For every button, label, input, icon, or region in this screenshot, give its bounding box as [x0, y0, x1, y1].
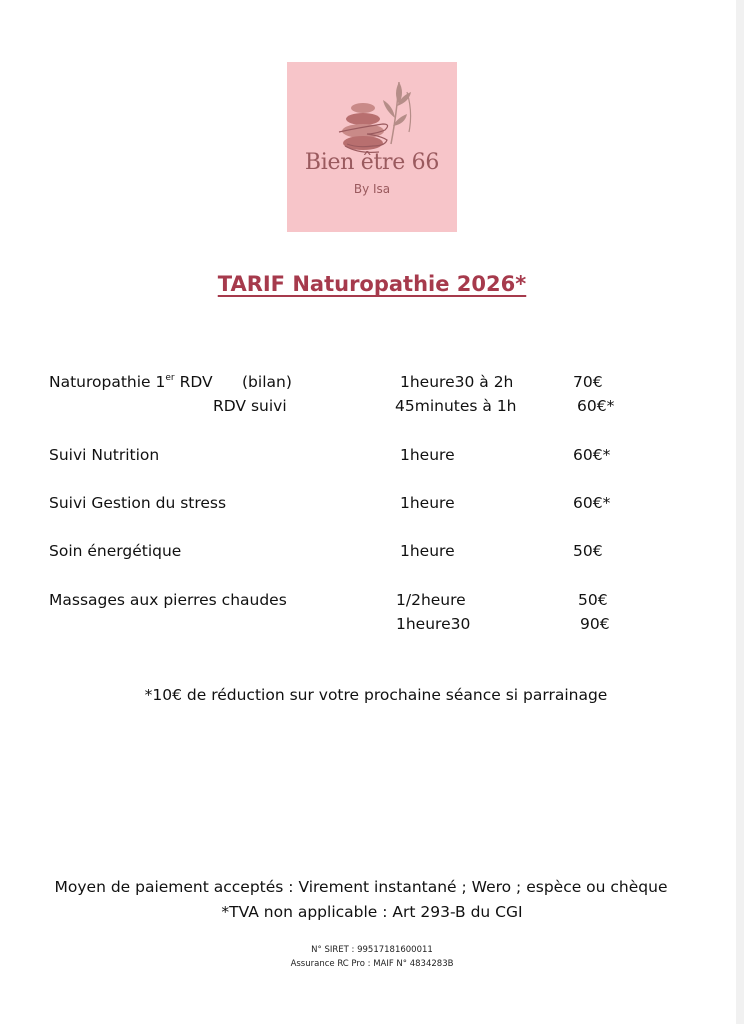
service-label-naturopathie: Naturopathie 1er RDV	[49, 373, 213, 391]
payment-methods: Moyen de paiement acceptés : Virement instantané ; Wero ; espèce ou chèque	[54, 878, 668, 896]
logo	[287, 62, 457, 232]
service-duration: 1heure	[400, 446, 455, 464]
service-label-extra: (bilan)	[242, 373, 292, 391]
page-edge	[736, 0, 744, 1024]
service-label: Suivi Nutrition	[49, 446, 160, 464]
page-title: TARIF Naturopathie 2026*	[217, 272, 527, 296]
service-price: 50€	[578, 591, 608, 609]
siret-number: N° SIRET : 99517181600011	[311, 945, 433, 955]
service-price: 60€*	[573, 494, 611, 512]
logo-subtitle: By Isa	[353, 182, 391, 196]
service-price: 70€	[573, 373, 603, 391]
referral-note: *10€ de réduction sur votre prochaine séance si parrainage	[144, 686, 608, 704]
stones-leaf-hand-icon	[287, 62, 457, 232]
insurance-number: Assurance RC Pro : MAIF N° 4834283B	[290, 959, 454, 969]
logo-name: Bien être 66	[304, 150, 440, 175]
service-duration: 1heure30	[396, 615, 471, 633]
service-duration: 1heure	[400, 494, 455, 512]
service-label: RDV suivi	[213, 397, 287, 415]
service-price: 50€	[573, 542, 603, 560]
service-label: Massages aux pierres chaudes	[49, 591, 287, 609]
service-duration: 1heure	[400, 542, 455, 560]
service-price: 60€*	[573, 446, 611, 464]
service-duration: 45minutes à 1h	[395, 397, 517, 415]
tva-note: *TVA non applicable : Art 293-B du CGI	[221, 903, 523, 921]
service-price: 90€	[580, 615, 610, 633]
service-label: Soin énergétique	[49, 542, 182, 560]
service-duration: 1/2heure	[396, 591, 466, 609]
service-price: 60€*	[577, 397, 615, 415]
service-duration: 1heure30 à 2h	[400, 373, 514, 391]
service-label: Suivi Gestion du stress	[49, 494, 227, 512]
